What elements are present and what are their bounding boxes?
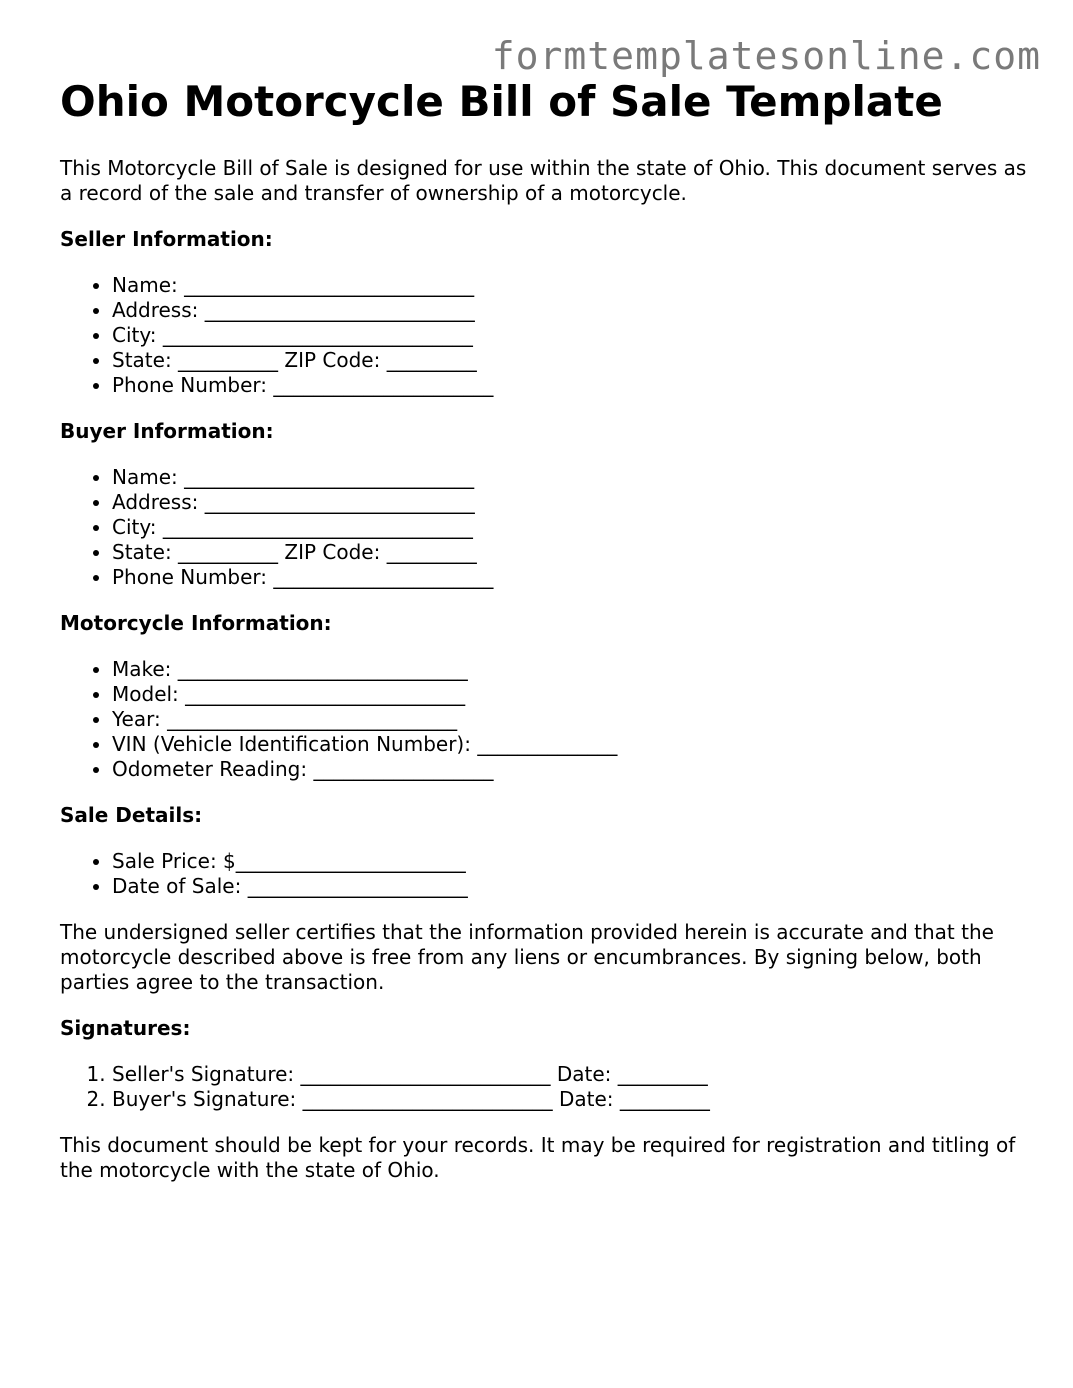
buyer-name-field: • Name: _____________________________ (112, 465, 1030, 490)
intro-paragraph: This Motorcycle Bill of Sale is designed for use within the state of Ohio. This document serves as a record of the sale and transfer of ownership of a motorcycle. (60, 156, 1027, 205)
sale-section-heading: Sale Details: (60, 803, 203, 827)
motorcycle-section-heading: Motorcycle Information: (60, 611, 332, 635)
certification-paragraph: The undersigned seller certifies that the information provided herein is accurate and that the motorcycle described above is free from any liens or encumbrances. By signing below, both parties agree to the transaction. (60, 920, 994, 994)
seller-city-field: • City: _______________________________ (112, 323, 1030, 348)
motorcycle-odometer-field: • Odometer Reading: __________________ (112, 757, 1030, 782)
motorcycle-fields-list (60, 657, 1030, 782)
motorcycle-vin-field: • VIN (Vehicle Identification Number): ______________ (112, 732, 1030, 757)
document-body (60, 74, 1030, 1183)
buyer-signature-field: 2. Buyer's Signature: _________________________ Date: _________ (112, 1087, 1030, 1112)
sale-date-field: • Date of Sale: ______________________ (112, 874, 1030, 899)
seller-section-heading: Seller Information: (60, 227, 273, 251)
motorcycle-make-field: • Make: _____________________________ (112, 657, 1030, 682)
seller-fields-list (60, 273, 1030, 398)
seller-address-field: • Address: ___________________________ (112, 298, 1030, 323)
signatures-section-heading: Signatures: (60, 1016, 191, 1040)
sale-fields-list (60, 849, 1030, 899)
page-title: Ohio Motorcycle Bill of Sale Template (60, 77, 943, 126)
seller-state-zip-field: • State: __________ ZIP Code: _________ (112, 348, 1030, 373)
buyer-section-heading: Buyer Information: (60, 419, 274, 443)
buyer-address-field: • Address: ___________________________ (112, 490, 1030, 515)
buyer-city-field: • City: _______________________________ (112, 515, 1030, 540)
buyer-fields-list (60, 465, 1030, 590)
signatures-list (60, 1062, 1030, 1112)
seller-phone-field: • Phone Number: ______________________ (112, 373, 1030, 398)
seller-signature-field: 1. Seller's Signature: _________________________ Date: _________ (112, 1062, 1030, 1087)
seller-name-field: • Name: _____________________________ (112, 273, 1030, 298)
closing-paragraph: This document should be kept for your records. It may be required for registration and titling of the motorcycle with the state of Ohio. (60, 1133, 1016, 1182)
motorcycle-model-field: • Model: ____________________________ (112, 682, 1030, 707)
sale-price-field: • Sale Price: $_______________________ (112, 849, 1030, 874)
buyer-phone-field: • Phone Number: ______________________ (112, 565, 1030, 590)
buyer-state-zip-field: • State: __________ ZIP Code: _________ (112, 540, 1030, 565)
watermark: formtemplatesonline.com (491, 34, 1041, 78)
motorcycle-year-field: • Year: _____________________________ (112, 707, 1030, 732)
